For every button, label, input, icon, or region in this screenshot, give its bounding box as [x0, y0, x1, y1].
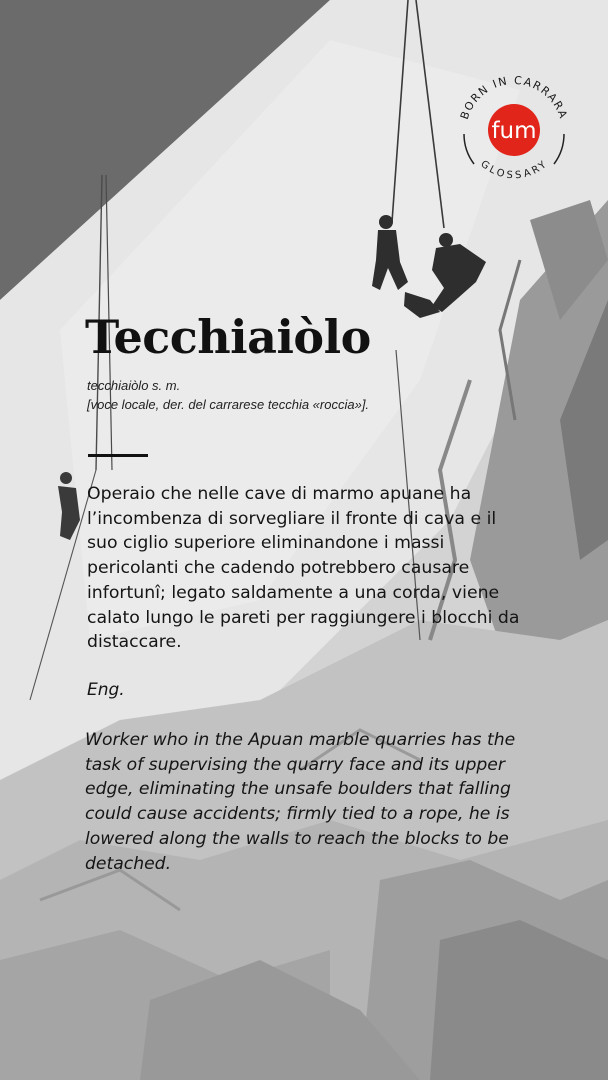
entry-headword: Tecchiaiòlo [85, 310, 371, 364]
badge-bottom-text: GLOSSARY [478, 158, 550, 182]
born-in-carrara-glossary-badge [450, 68, 578, 196]
badge-top-text: BORN IN CARRARA [457, 73, 571, 122]
definition-italian: Operaio che nelle cave di marmo apuane ha l’incombenza di sorvegliare il fronte di cava e il suo ciglio superiore eliminandone i massi pericolanti che cadendo potrebbero causare infortunî; legato saldamente a una corda, viene calato lungo le pareti per raggiungere i blocchi da distaccare. [87, 484, 520, 653]
fum-logo-text: fum [491, 118, 537, 144]
definition-english: Worker who in the Apuan marble quarries has the task of supervising the quarry face and its upper edge, eliminating the unsafe boulders that falling could cause accidents; firmly tied to a rope, he is lowered along the walls to reach the blocks to be detached. [85, 730, 516, 874]
grammar-line-1: tecchiaiòlo s. m. [87, 378, 181, 393]
grammar-line-2: [voce locale, der. del carrarese tecchia «roccia»]. [87, 397, 370, 412]
grammar-notes [87, 376, 369, 414]
english-label: Eng. [87, 680, 125, 700]
divider-rule [88, 454, 148, 457]
